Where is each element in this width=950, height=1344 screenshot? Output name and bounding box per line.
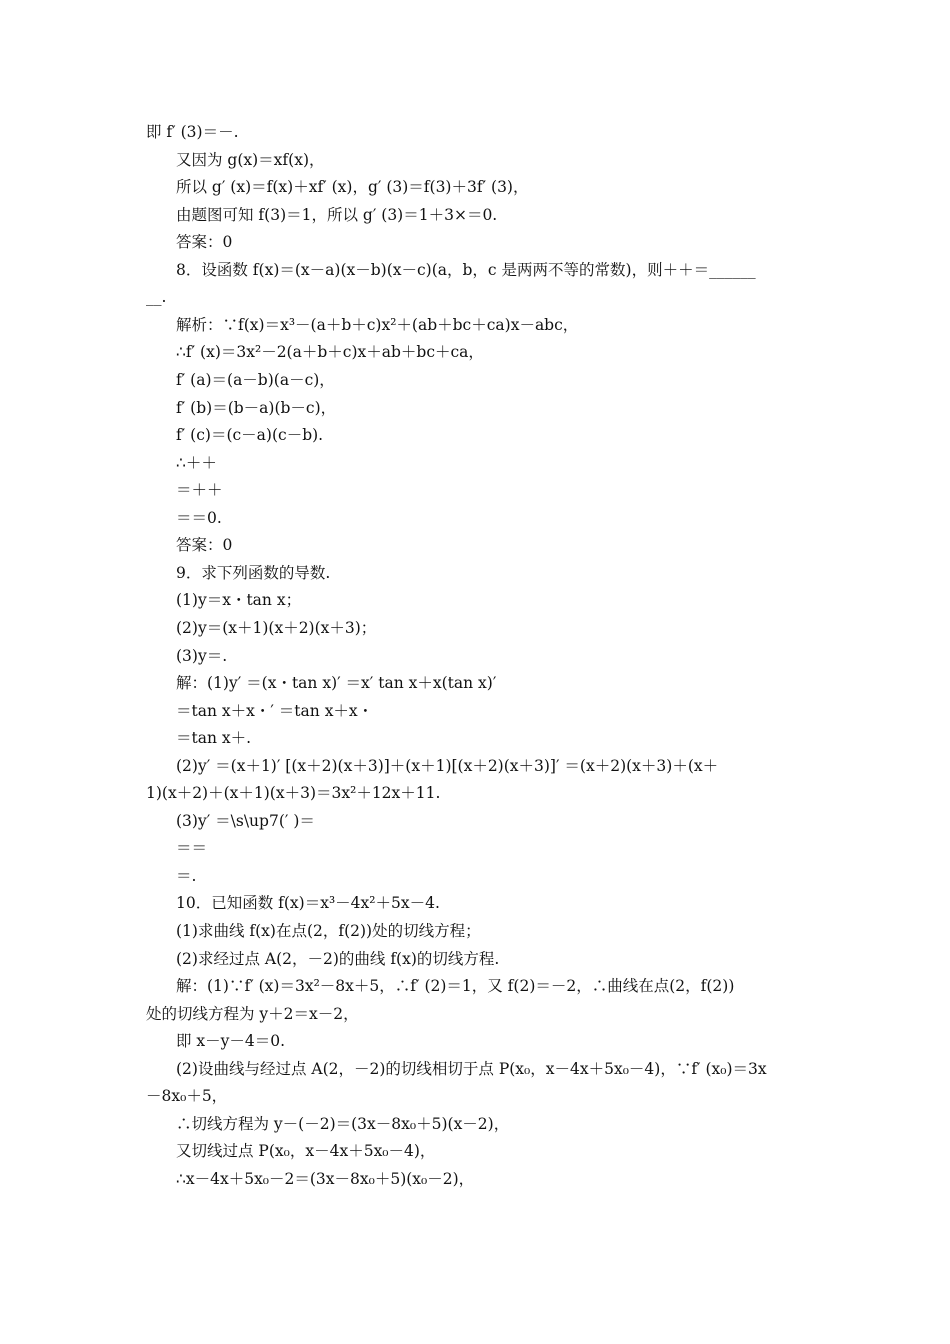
- text-line: (3)y＝.: [176, 646, 228, 665]
- text-line: (2)y＝(x＋1)(x＋2)(x＋3)；: [176, 618, 377, 637]
- text-line: 9．求下列函数的导数.: [176, 563, 331, 582]
- text-line: 10．已知函数 f(x)＝x³－4x²＋5x－4.: [176, 894, 440, 913]
- text-line: －8x₀＋5，: [146, 1087, 228, 1106]
- text-line: f′ (a)＝(a－b)(a－c)，: [176, 371, 335, 389]
- text-line: ＝＋＋: [176, 481, 223, 500]
- text-line: ＝＝0.: [176, 508, 222, 527]
- text-line: ＝tan x＋x・′ ＝tan x＋x・: [176, 701, 374, 720]
- text-line: ∴＋＋: [176, 453, 217, 472]
- text-line: 答案：0: [176, 233, 233, 252]
- text-line: 处的切线方程为 y＋2＝x－2，: [146, 1004, 359, 1023]
- text-line: ＝＝: [176, 839, 208, 858]
- text-line: (3)y′ ＝\s\up7(′ )＝: [176, 811, 315, 830]
- text-line: ∴f′ (x)＝3x²－2(a＋b＋c)x＋ab＋bc＋ca，: [176, 343, 484, 362]
- text-line: 解析：∵f(x)＝x³－(a＋b＋c)x²＋(ab＋bc＋ca)x－abc，: [176, 315, 579, 334]
- text-line: f′ (b)＝(b－a)(b－c)，: [176, 398, 337, 417]
- text-line: (2)设曲线与经过点 A(2，－2)的切线相切于点 P(x₀，x－4x＋5x₀－4)，∵f′ (x₀)＝3x: [176, 1059, 767, 1078]
- text-line: f′ (c)＝(c－a)(c－b).: [176, 426, 324, 445]
- text-line: 1)(x＋2)＋(x＋1)(x＋3)＝3x²＋12x＋11.: [146, 784, 441, 803]
- text-line: 又切线过点 P(x₀，x－4x＋5x₀－4)，: [176, 1142, 436, 1161]
- text-line: 答案：0: [176, 536, 233, 555]
- text-line: (1)求曲线 f(x)在点(2，f(2))处的切线方程；: [176, 922, 481, 940]
- text-line: 8．设函数 f(x)＝(x－a)(x－b)(x－c)(a，b，c 是两两不等的常数)，则＋＋＝______: [176, 260, 756, 279]
- text-line: ∴切线方程为 y－(－2)＝(3x－8x₀＋5)(x－2)，: [176, 1114, 510, 1133]
- text-line: __.: [146, 288, 167, 307]
- text-line: 即 f′ (3)＝－.: [146, 123, 239, 141]
- text-line: (1)y＝x・tan x；: [176, 591, 302, 610]
- text-line: ∴x－4x＋5x₀－2＝(3x－8x₀＋5)(x₀－2)，: [176, 1169, 475, 1188]
- text-line: ＝.: [176, 866, 197, 885]
- text-line: 即 x－y－4＝0.: [176, 1032, 286, 1051]
- text-line: 又因为 g(x)＝xf(x)，: [176, 150, 325, 169]
- text-line: 所以 g′ (x)＝f(x)＋xf′ (x)，g′ (3)＝f(3)＋3f′ (3)，: [176, 178, 529, 197]
- text-line: 由题图可知 f(3)＝1，所以 g′ (3)＝1＋3×＝0.: [176, 205, 498, 224]
- text-line: 解：(1)y′ ＝(x・tan x)′ ＝x′ tan x＋x(tan x)′: [176, 674, 497, 692]
- text-line: ＝tan x＋.: [176, 729, 252, 748]
- text-line: (2)y′ ＝(x＋1)′ [(x＋2)(x＋3)]＋(x＋1)[(x＋2)(x＋3)]′ ＝(x＋2)(x＋3)＋(x＋: [176, 756, 719, 775]
- text-line: (2)求经过点 A(2，－2)的曲线 f(x)的切线方程.: [176, 949, 500, 968]
- text-line: 解：(1)∵f′ (x)＝3x²－8x＋5，∴f′ (2)＝1，又 f(2)＝－2，∴曲线在点(2，f(2)): [176, 977, 735, 996]
